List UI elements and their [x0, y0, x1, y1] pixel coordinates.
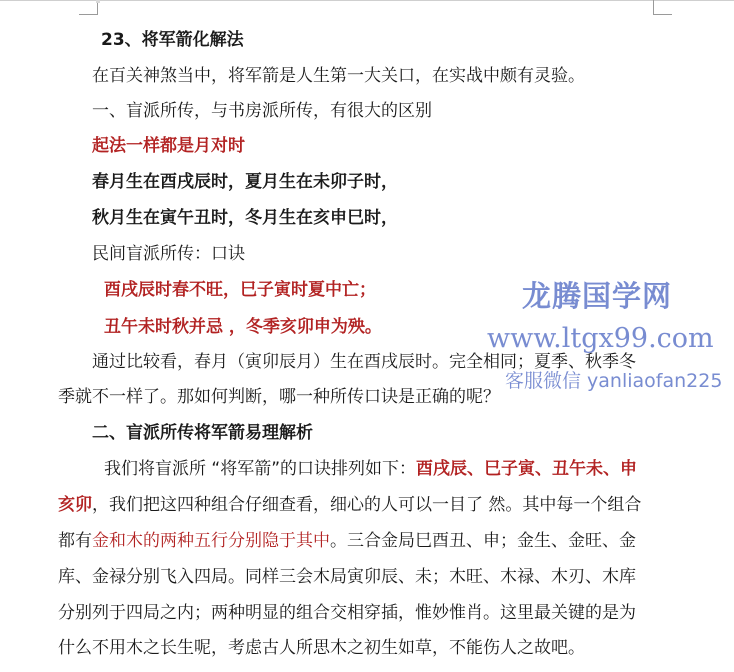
section-heading: 23、将军箭化解法: [101, 30, 244, 50]
analysis-line-6: 什么不用木之长生呢，考虑古人所思木之初生如草，不能伤人之故吧。: [58, 638, 585, 658]
watermark-url: www.ltgx99.com: [487, 323, 714, 354]
formula-groups-highlight-end: 亥卯: [58, 495, 92, 515]
analysis-line-4: 库、金禄分别飞入四局。同样三会木局寅卯辰、未；木旺、木禄、木刃、木库: [58, 567, 636, 587]
verse-line-1: 酉戌辰时春不旺，巳子寅时夏中亡；: [104, 280, 376, 300]
analysis-line-3-start: 都有: [58, 531, 92, 551]
section1-title: 一、盲派所传，与书房派所传，有很大的区别: [92, 101, 432, 121]
verse-line-2: 丑午未时秋并忌 ，冬季亥卯申为殃。: [104, 317, 382, 337]
rule-same-note: 起法一样都是月对时: [92, 136, 245, 156]
rule-line-1: 春月生在酉戌辰时，夏月生在未卯子时，: [92, 172, 398, 192]
analysis-line-3: [58, 529, 636, 553]
folk-formula-label: 民间盲派所传：口诀: [92, 244, 245, 264]
analysis-line-5: 分别列于四局之内；两种明显的组合交相穿插，惟妙惟肖。这里最关键的是为: [58, 603, 636, 623]
analysis-line-3-end: 。三合金局巳酉丑、申；金生、金旺、金: [330, 531, 636, 551]
comparison-line-1: 通过比较看，春月（寅卯辰月）生在酉戌辰时。完全相同；夏季、秋季冬: [92, 352, 636, 372]
text-cursor-marker: [96, 0, 100, 3]
watermark-contact: 客服微信 yanliaofan225: [505, 370, 723, 392]
rule-line-2: 秋月生在寅午丑时，冬月生在亥申巳时，: [92, 208, 398, 228]
analysis-line-2-text: ，我们把这四种组合仔细查看，细心的人可以一目了 然。其中每一个组合: [92, 495, 642, 515]
analysis-line-1-text: 我们将盲派所 “将军箭”的口诀排列如下：: [104, 459, 417, 479]
formula-groups-highlight: 酉戌辰、巳子寅、丑午未、申: [416, 459, 638, 479]
page-top-border: [0, 0, 734, 1]
metal-wood-highlight: 金和木的两种五行分别隐于其中: [92, 531, 330, 551]
analysis-line-1: [104, 457, 637, 481]
comparison-line-2: 季就不一样了。那如何判断，哪一种所传口诀是正确的呢？: [58, 387, 500, 407]
section2-title: 二、盲派所传将军箭易理解析: [92, 423, 313, 443]
watermark-site-name: 龙腾国学网: [522, 279, 673, 313]
analysis-line-2: [58, 493, 641, 517]
page-corner-mark-right: [653, 0, 672, 15]
intro-paragraph: 在百关神煞当中，将军箭是人生第一大关口，在实战中颇有灵验。: [92, 66, 585, 86]
